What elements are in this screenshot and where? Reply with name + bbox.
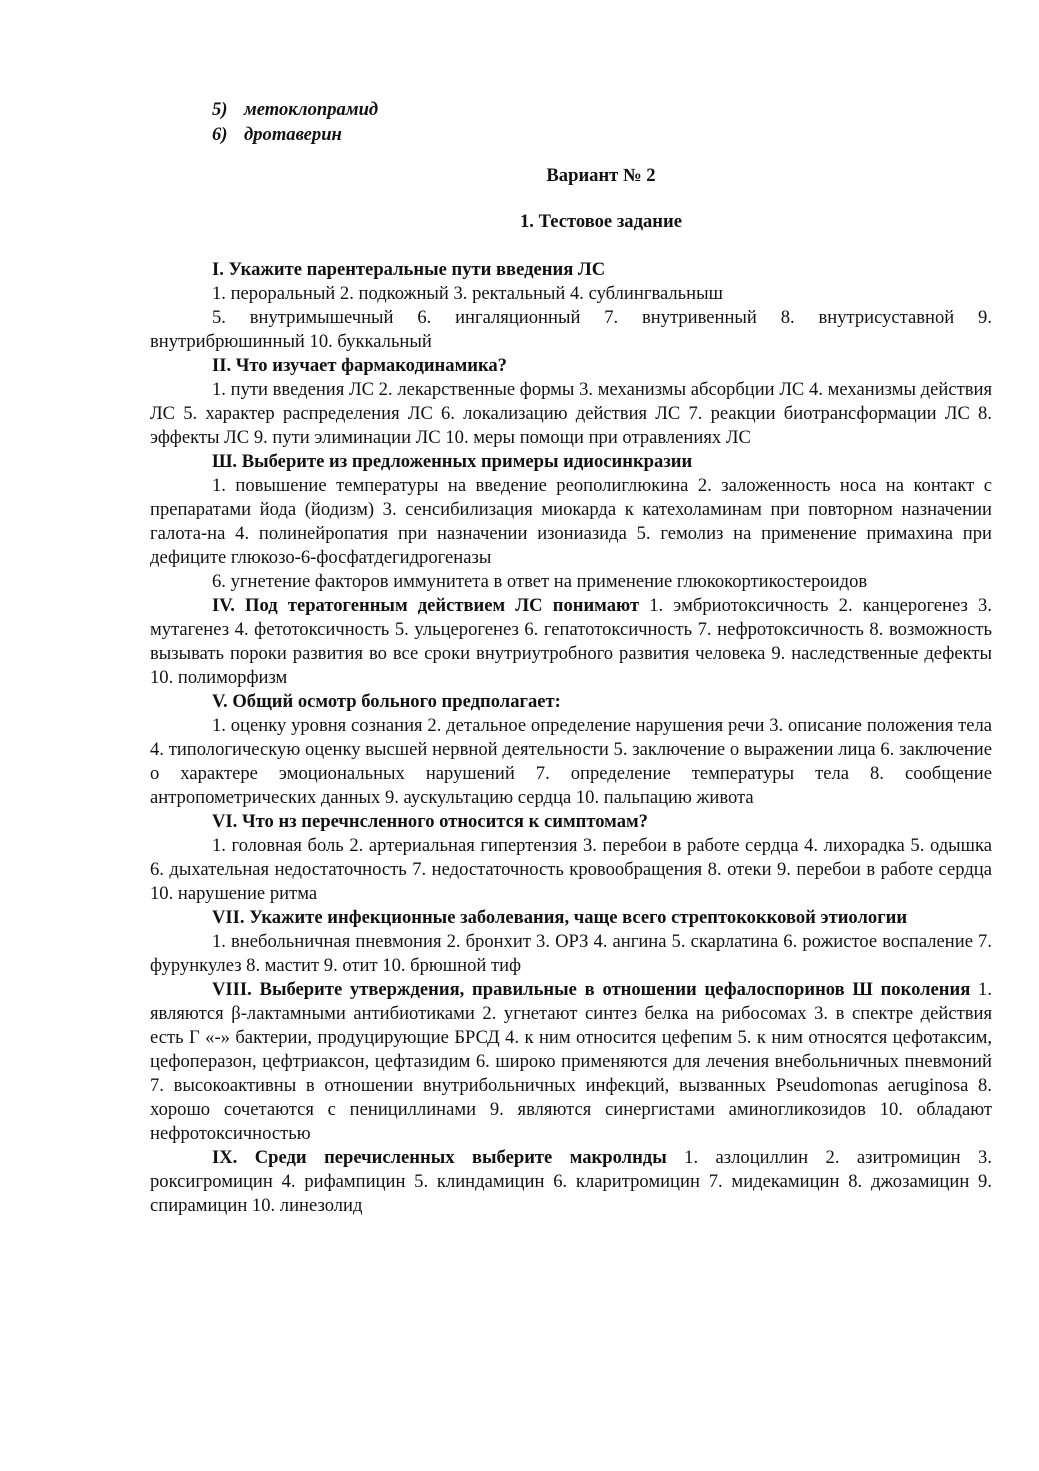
question-8 <box>150 978 992 1146</box>
intro-item-text: дротаверин <box>244 124 342 145</box>
question-4-options: 1. эмбриотоксичность 2. канцерогенез 3. мутагенез 4. фетотоксичность 5. ульцерогенез 6. гепатотоксичность 7. нефротоксичность 8. возможность вызывать пороки развития во все сроки внутриутробного развития человека 9. наследственные дефекты 10. полиморфизм <box>150 595 992 688</box>
question-6-title: VI. Что нз перечнсленного относится к симптомам? <box>212 811 648 832</box>
intro-item-number: 5) <box>212 99 228 120</box>
question-4 <box>150 594 992 690</box>
question-2-options: 1. пути введения ЛС 2. лекарственные формы 3. механизмы абсорбции ЛС 4. механизмы действия ЛС 5. характер распределения ЛС 6. локализацию действия ЛС 7. реакции биотрансформации ЛС 8. эффекты ЛС 9. пути элиминации ЛС 10. меры помощи при отравлениях ЛС <box>150 379 992 448</box>
variant-title: Вариант № 2 <box>546 165 656 186</box>
question-2-title: II. Что изучает фармакодинамика? <box>212 355 507 376</box>
question-5-title: V. Общий осмотр больного предполагает: <box>212 691 561 712</box>
question-1-options-line2: 5. внутримышечный 6. ингаляционный 7. внутривенный 8. внутрисуставной 9. внутрибрюшинный 10. буккальный <box>150 307 992 352</box>
question-3-title: Ш. Выберите из предложенных примеры идиосинкразии <box>212 451 693 472</box>
question-9-options: 1. азлоциллин 2. азитромицин 3. роксигромицин 4. рифампицин 5. клиндамицин 6. кларитромицин 7. мидекамицин 8. джозамицин 9. спирамицин 10. линезолид <box>150 1147 992 1216</box>
intro-item-text: метоклопрамид <box>244 99 379 120</box>
question-1-options-line1: 1. пероральный 2. подкожный 3. ректальный 4. сублингвальныш <box>212 283 723 304</box>
question-9-title: IX. Среди перечисленных выберите макролнды <box>212 1147 667 1168</box>
intro-list-item <box>212 98 992 123</box>
question-8-title: VIII. Выберите утверждения, правильные в отношении цефалоспоринов Ш поколения <box>212 979 971 1000</box>
document-page <box>150 98 992 1218</box>
question-3-options: 1. повышение температуры на введение реополиглюкина 2. заложенность носа на контакт с препаратами йода (йодизм) 3. сенсибилизация миокарда к катехоламинам при повторном назначении галота-на 4. полинейропатия при назначении изониазида 5. гемолиз на применение примахина при дефиците глюкозо-6-фосфатдегидрогеназы <box>150 475 992 568</box>
question-8-options: 1. являются β-лактамными антибиотиками 2. угнетают синтез белка на рибосомах 3. в спектре действия есть Г «-» бактерии, продуцирующие БРСД 4. к ним относится цефепим 5. к ним относятся цефотаксим, цефоперазон, цефтриаксон, цефтазидим 6. широко применяются для лечения внебольничных пневмоний 7. высокоактивны в отношении внутрибольничных инфекций, вызванных Pseudomonas aeruginosa 8. хорошо сочетаются с пенициллинами 9. являются синергистами аминогликозидов 10. обладают нефротоксичностью <box>150 979 992 1144</box>
question-9 <box>150 1146 992 1218</box>
question-7-options: 1. внебольничная пневмония 2. бронхит 3. ОРЗ 4. ангина 5. скарлатина 6. рожистое воспаление 7. фурункулез 8. мастит 9. отит 10. брюшной тиф <box>150 931 992 976</box>
question-3-options-extra: 6. угнетение факторов иммунитета в ответ на применение глюкокортикостероидов <box>212 571 868 592</box>
intro-item-number: 6) <box>212 124 228 145</box>
question-5-options: 1. оценку уровня сознания 2. детальное определение нарушения речи 3. описание положения тела 4. типологическую оценку высшей нервной деятельности 5. заключение о выражении лица 6. заключение о характере эмоциональных нарушений 7. определение температуры тела 8. сообщение антропометрических данных 9. аускультацию сердца 10. пальпацию живота <box>150 715 992 808</box>
question-1-title: I. Укажите парентеральные пути введения ЛС <box>212 259 606 280</box>
question-4-title: IV. Под тератогенным действием ЛС понимают <box>212 595 640 616</box>
question-7-title: VII. Укажите инфекционные заболевания, чаще всего стрептококковой этиологии <box>212 907 908 928</box>
intro-list-item <box>212 123 992 148</box>
task-title: 1. Тестовое задание <box>519 211 682 232</box>
question-6-options: 1. головная боль 2. артериальная гипертензия 3. перебои в работе сердца 4. лихорадка 5. одышка 6. дыхательная недостаточность 7. недостаточность кровообращения 8. отеки 9. перебои в работе сердца 10. нарушение ритма <box>150 835 992 904</box>
